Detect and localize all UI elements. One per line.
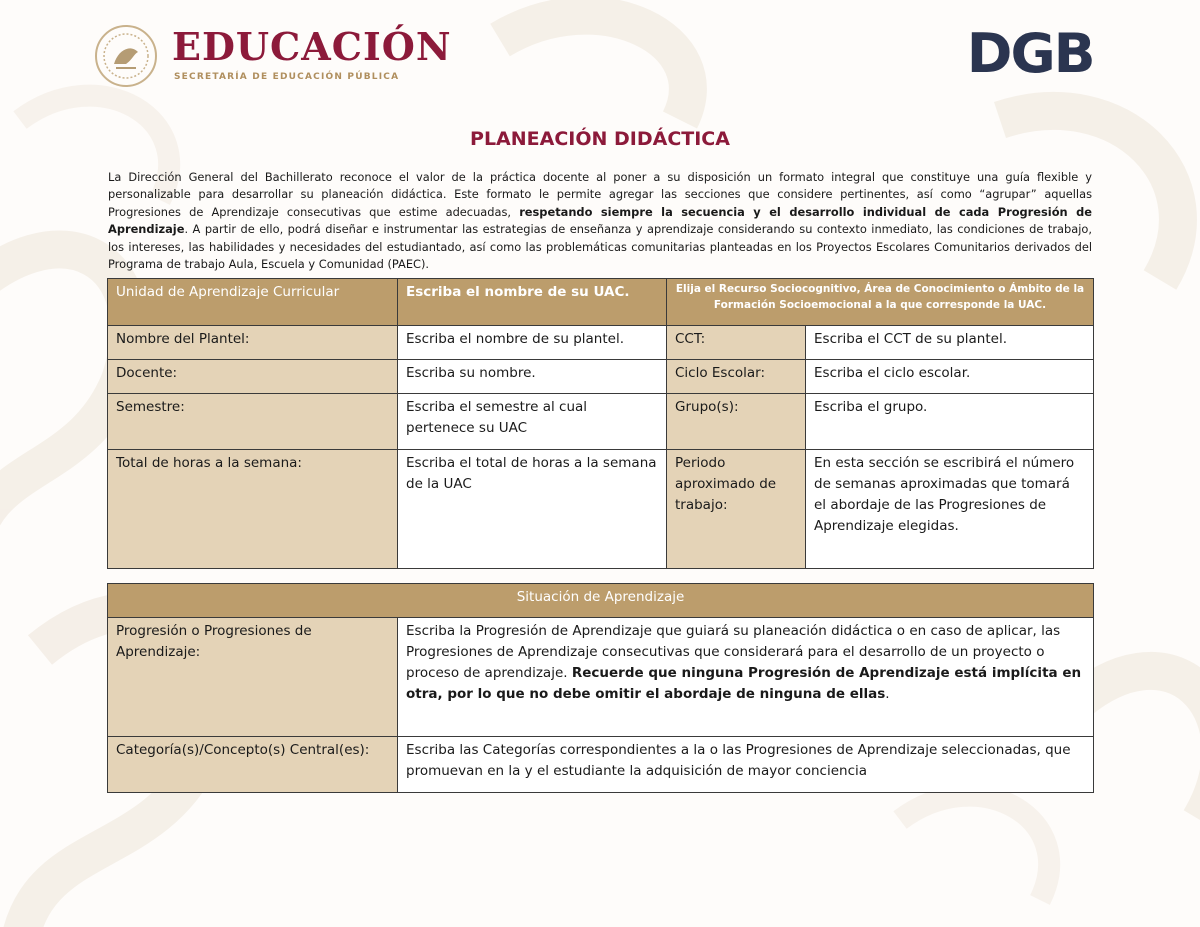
- grupo-label: Grupo(s):: [667, 394, 806, 450]
- situacion-header: Situación de Aprendizaje: [108, 584, 1094, 618]
- categoria-label: Categoría(s)/Concepto(s) Central(es):: [108, 737, 398, 793]
- general-data-table: [107, 278, 1094, 569]
- docente-field[interactable]: Escriba su nombre.: [398, 360, 667, 394]
- dgb-logo: DGB: [966, 22, 1094, 85]
- brand-subtitle: SECRETARÍA DE EDUCACIÓN PÚBLICA: [174, 72, 400, 82]
- periodo-label: Periodo aproximado de trabajo:: [667, 450, 806, 569]
- intro-paragraph: La Dirección General del Bachillerato reconoce el valor de la práctica docente al poner a su disposición un formato integral que constituye una guía flexible y personalizable para desarrollar su planeación didáctica. Este formato le permite agregar las secciones que considere pertinentes, así como “agrupar” aquellas Progresiones de Aprendizaje consecutivas que estime adecuadas, respetando siempre la secuencia y el desarrollo individual de cada Progresión de Aprendizaje. A partir de ello, podrá diseñar e instrumentar las estrategias de enseñanza y aprendizaje considerando su contexto inmediato, las condiciones de trabajo, los intereses, las habilidades y necesidades del estudiantado, así como las problemáticas comunitarias planteadas en los Proyectos Escolares Comunitarios derivados del Programa de trabajo Aula, Escuela y Comunidad (PAEC).: [108, 170, 1093, 272]
- categoria-field[interactable]: Escriba las Categorías correspondientes a la o las Progresiones de Aprendizaje seleccionadas, que promuevan en la y el estudiante la adquisición de mayor conciencia: [398, 737, 1094, 793]
- brand-title: EDUCACIÓN: [172, 24, 452, 69]
- plantel-field[interactable]: Escriba el nombre de su plantel.: [398, 326, 667, 360]
- horas-field[interactable]: Escriba el total de horas a la semana de la UAC: [398, 450, 667, 569]
- cct-label: CCT:: [667, 326, 806, 360]
- horas-label: Total de horas a la semana:: [108, 450, 398, 569]
- uac-label: Unidad de Aprendizaje Curricular: [108, 279, 398, 326]
- sep-logo: [94, 22, 452, 92]
- semestre-label: Semestre:: [108, 394, 398, 450]
- progresion-label: Progresión o Progresiones de Aprendizaje:: [108, 618, 398, 737]
- learning-situation-table: [107, 583, 1094, 793]
- periodo-field[interactable]: En esta sección se escribirá el número de semanas aproximadas que tomará el abordaje de las Progresiones de Aprendizaje elegidas.: [806, 450, 1094, 569]
- grupo-field[interactable]: Escriba el grupo.: [806, 394, 1094, 450]
- national-seal-icon: [94, 24, 158, 88]
- ciclo-field[interactable]: Escriba el ciclo escolar.: [806, 360, 1094, 394]
- ciclo-label: Ciclo Escolar:: [667, 360, 806, 394]
- semestre-field[interactable]: Escriba el semestre al cual pertenece su UAC: [398, 394, 667, 450]
- docente-label: Docente:: [108, 360, 398, 394]
- uac-name-field[interactable]: Escriba el nombre de su UAC.: [398, 279, 667, 326]
- plantel-label: Nombre del Plantel:: [108, 326, 398, 360]
- recurso-select[interactable]: Elija el Recurso Sociocognitivo, Área de Conocimiento o Ámbito de la Formación Socioemocional a la que corresponde la UAC.: [667, 279, 1094, 326]
- page-title: PLANEACIÓN DIDÁCTICA: [470, 128, 730, 150]
- progresion-field[interactable]: Escriba la Progresión de Aprendizaje que guiará su planeación didáctica o en caso de aplicar, las Progresiones de Aprendizaje consecutivas que considerará para el desarrollo de un proyecto o proceso de aprendizaje. Recuerde que ninguna Progresión de Aprendizaje está implícita en otra, por lo que no debe omitir el abordaje de ninguna de ellas.: [398, 618, 1094, 737]
- cct-field[interactable]: Escriba el CCT de su plantel.: [806, 326, 1094, 360]
